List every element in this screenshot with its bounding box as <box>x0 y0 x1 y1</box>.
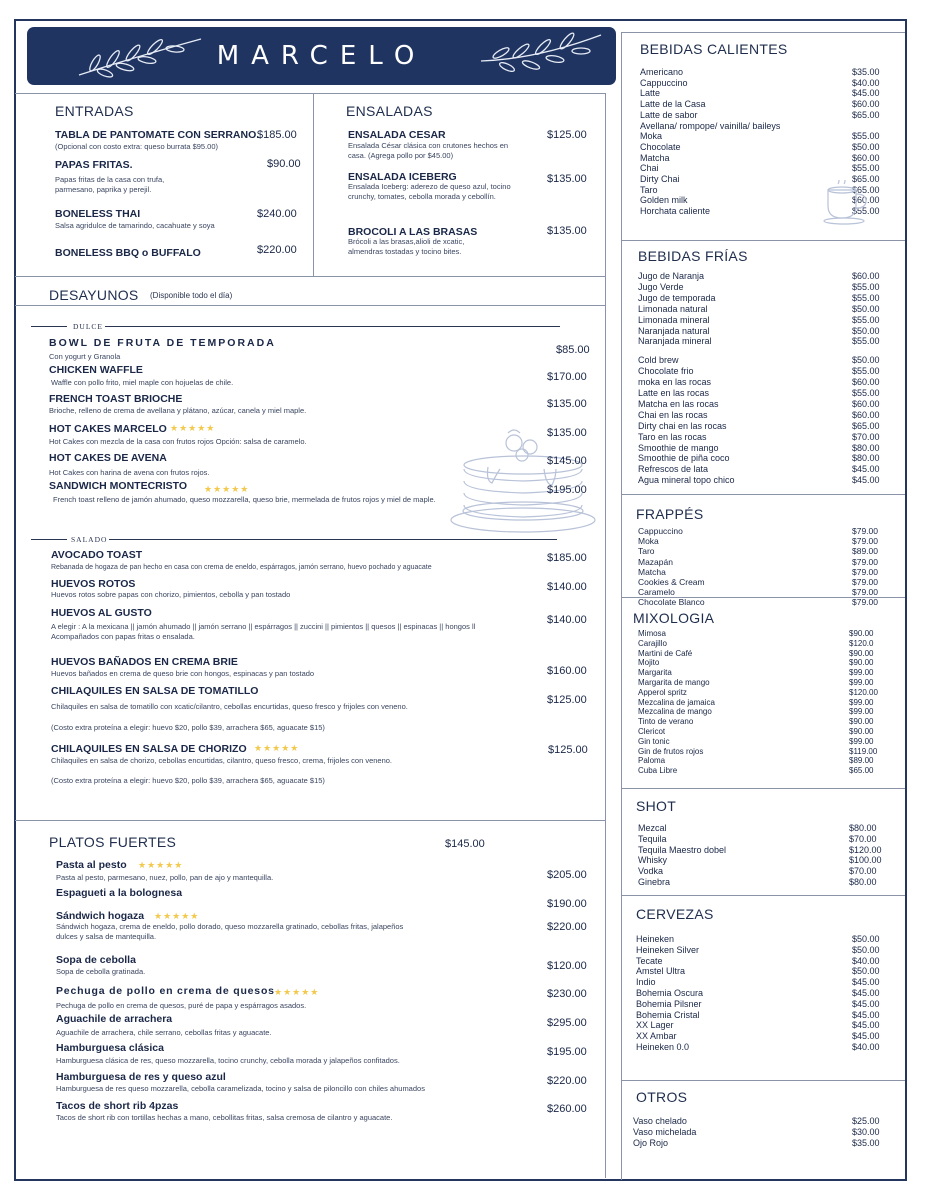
drink-price: $70.00 <box>852 431 880 442</box>
drink-name: Bohemia Pilsner <box>636 998 702 1009</box>
drink-price: $79.00 <box>852 597 878 608</box>
drink-price: $25.00 <box>852 1116 880 1126</box>
menu-item-price: $145.00 <box>547 455 587 467</box>
drink-name: Matcha <box>638 566 666 577</box>
drink-price: $90.00 <box>849 629 874 638</box>
drink-name: Bohemia Oscura <box>636 988 704 998</box>
drink-name: Limonada natural <box>638 303 708 314</box>
drink-price: $35.00 <box>852 67 880 77</box>
drink-price: $70.00 <box>849 833 877 844</box>
drink-price: $100.00 <box>849 855 882 866</box>
drink-name: Jugo Verde <box>638 281 684 292</box>
drink-name: Golden milk <box>640 195 688 206</box>
drink-name: Martini de Café <box>638 648 693 658</box>
drink-price: $80.00 <box>852 442 880 453</box>
menu-item-name: ENSALADA ICEBERG <box>348 171 457 183</box>
drink-price: $60.00 <box>852 195 880 206</box>
drink-price: $55.00 <box>852 131 880 142</box>
divider <box>621 32 622 1180</box>
drink-name: Heineken 0.0 <box>636 1042 690 1052</box>
drink-price: $89.00 <box>849 756 874 766</box>
menu-item-price: $125.00 <box>547 694 587 706</box>
drink-name: Jugo de temporada <box>638 292 716 303</box>
drink-name: Refrescos de lata <box>638 464 709 475</box>
menu-item-name: CHILAQUILES EN SALSA DE CHORIZO <box>51 743 247 755</box>
menu-item-desc: Tacos de short rib con tortillas hechas a mano, cebollitas fritas, salsa cremosa de cilantro y aguacate. <box>56 1113 393 1122</box>
menu-item-extra: (Costo extra proteína a elegir: huevo $20, pollo $39, arrachera $65, aguacate $15) <box>51 723 325 732</box>
section-title-bebidas-frias: BEBIDAS FRÍAS <box>638 248 748 264</box>
menu-item-name: Sopa de cebolla <box>56 954 136 966</box>
drink-price: $45.00 <box>852 1020 880 1031</box>
menu-item-price: $160.00 <box>547 665 587 677</box>
drink-name: XX Lager <box>636 1020 674 1031</box>
section-title-desayunos: DESAYUNOS <box>49 287 139 303</box>
menu-item-desc: Chilaquiles en salsa de chorizo, cebollas encurtidas, cilantro, queso fresco, crema, frijoles con veneno. <box>51 756 393 765</box>
divider <box>313 93 314 276</box>
menu-item-desc: A elegir : A la mexicana || jamón ahumado || jamón serrano || espárragos || zuccini || pimientos || quesos || espinacas || hongos ll Acompañados con papas fritas o ensalada. <box>51 622 476 641</box>
menu-item-desc: Brioche, relleno de crema de avellana y plátano, azúcar, canela y miel maple. <box>49 406 307 415</box>
drink-price: $60.00 <box>852 377 880 388</box>
drink-price: $119.00 <box>849 746 878 756</box>
drink-price: $50.00 <box>852 325 880 336</box>
drink-price: $55.00 <box>852 163 880 174</box>
menu-item-name: Pasta al pesto <box>56 859 127 871</box>
drink-price: $50.00 <box>852 303 880 314</box>
menu-item-name: HUEVOS AL GUSTO <box>51 607 152 619</box>
drink-name: Amstel Ultra <box>636 966 686 977</box>
drink-price: $65.00 <box>852 109 880 120</box>
menu-item-price: $295.00 <box>547 1017 587 1029</box>
drink-name: Tecate <box>636 955 663 966</box>
menu-item-desc: Papas fritas de la casa con trufa, parmesano, paprika y perejil. <box>55 175 165 194</box>
menu-item-price: $135.00 <box>547 398 587 410</box>
menu-item-price: $135.00 <box>547 225 587 237</box>
drink-price: $55.00 <box>852 336 880 347</box>
drink-name: Cappuccino <box>638 526 683 536</box>
menu-item-name: BONELESS BBQ o BUFFALO <box>55 247 201 259</box>
drink-name: Americano <box>640 67 684 77</box>
drink-price: $79.00 <box>852 556 878 567</box>
drink-name: Chocolate <box>640 141 681 152</box>
pancake-stack-icon <box>448 425 598 537</box>
menu-item-price: $140.00 <box>547 614 587 626</box>
drink-price: $55.00 <box>852 388 880 398</box>
menu-item-desc: Brócoli a las brasas,alioli de xcatic, almendras tostadas y tocino bites. <box>348 237 465 256</box>
star-icon: ★★★★★ <box>170 423 216 433</box>
divider <box>31 539 67 540</box>
drink-name: Tequila Maestro dobel <box>638 844 727 855</box>
subsection-label-dulce: DULCE <box>73 322 103 331</box>
menu-item-price: $125.00 <box>548 744 588 756</box>
drink-price: $55.00 <box>852 206 880 217</box>
drink-name: Jugo de Naranja <box>638 271 705 281</box>
divider <box>621 240 905 241</box>
drink-price: $50.00 <box>852 934 880 944</box>
drink-name: Latte en las rocas <box>638 388 710 398</box>
drink-price: $80.00 <box>849 877 877 887</box>
menu-item-name: HOT CAKES MARCELO <box>49 423 167 435</box>
menu-item-price: $135.00 <box>547 173 587 185</box>
drink-price: $79.00 <box>852 526 878 536</box>
menu-item-name: Hamburguesa de res y queso azul <box>56 1071 226 1083</box>
drink-name: Moka <box>638 536 659 547</box>
menu-item-name: Espagueti a la bolognesa <box>56 887 183 899</box>
section-title-platos-fuertes: PLATOS FUERTES <box>49 834 177 850</box>
menu-item-name: AVOCADO TOAST <box>51 549 143 561</box>
drink-name: Mezcalina de mango <box>638 707 712 717</box>
drink-name: moka en las rocas <box>638 377 712 388</box>
menu-item-extra: (Costo extra proteína a elegir: huevo $20, pollo $39, arrachera $65, aguacate $15) <box>51 776 325 785</box>
drink-price: $90.00 <box>849 717 874 727</box>
drink-price: $60.00 <box>852 99 880 110</box>
menu-item-price: $195.00 <box>547 1046 587 1058</box>
drink-name: Gin de frutos rojos <box>638 746 704 756</box>
drink-name: Moka <box>640 131 663 142</box>
divider <box>105 326 560 327</box>
divider <box>605 93 606 1178</box>
drink-name: Vaso michelada <box>633 1126 697 1137</box>
drink-name: Cappuccino <box>640 77 688 88</box>
drink-price: $90.00 <box>849 648 874 658</box>
drink-price: $99.00 <box>849 707 874 717</box>
drink-name: Margarita <box>638 668 672 678</box>
menu-item-desc: Hamburguesa clásica de res, queso mozzarella, tocino crunchy, cebolla morada y jalapeños confitados. <box>56 1056 400 1065</box>
drink-price: $90.00 <box>849 727 874 736</box>
drink-price: $120.00 <box>849 844 882 855</box>
drink-name: Matcha <box>640 152 670 163</box>
menu-item-name: TABLA DE PANTOMATE CON SERRANO. <box>55 129 260 141</box>
brand-title: MARCELO <box>216 41 427 71</box>
drink-price: $70.00 <box>849 866 877 877</box>
menu-item-desc: Salsa agridulce de tamarindo, cacahuate y soya <box>55 221 215 230</box>
menu-item-price: $120.00 <box>547 960 587 972</box>
menu-item-name: PAPAS FRITAS. <box>55 159 133 171</box>
menu-item-desc: Hot Cakes con harina de avena con frutos rojos. <box>49 468 210 477</box>
drink-price: $65.00 <box>852 420 880 431</box>
drink-price: $60.00 <box>852 409 880 420</box>
menu-item-desc: (Opcional con costo extra: queso burrata $95.00) <box>55 142 219 151</box>
drink-price: $79.00 <box>852 577 878 587</box>
menu-item-name: HOT CAKES DE AVENA <box>49 452 167 464</box>
drink-name: Vodka <box>638 866 664 877</box>
drink-price: $55.00 <box>852 281 880 292</box>
drink-price: $45.00 <box>852 88 880 99</box>
menu-item-name: ENSALADA CESAR <box>348 129 446 141</box>
drink-name: Bohemia Cristal <box>636 1009 700 1020</box>
menu-item-name: BONELESS THAI <box>55 208 141 220</box>
menu-item-desc: Hot Cakes con mezcla de la casa con frutos rojos Opción: salsa de caramelo. <box>49 437 307 446</box>
drink-name: Taro <box>640 184 658 195</box>
drink-price: $50.00 <box>852 944 880 955</box>
drink-price: $99.00 <box>849 668 874 678</box>
drink-name: Cold brew <box>638 355 679 366</box>
divider <box>621 788 905 789</box>
menu-item-name: Pechuga de pollo en crema de quesos <box>56 985 275 997</box>
menu-item-name: CHICKEN WAFFLE <box>49 364 143 376</box>
menu-item-desc: Aguachile de arrachera, chile serrano, cebollas fritas y aguacate. <box>56 1028 272 1037</box>
drink-price: $79.00 <box>852 566 878 577</box>
menu-item-desc: Ensalada César clásica con crutones hechos en casa. (Agrega pollo por $45.00) <box>348 141 509 160</box>
drink-price: $120.0 <box>849 638 874 648</box>
divider <box>15 820 605 821</box>
drink-price: $65.00 <box>852 174 880 184</box>
drink-price: $60.00 <box>852 398 880 409</box>
leaf-branch-icon <box>477 31 607 79</box>
drink-name: Chocolate Blanco <box>638 597 705 608</box>
drink-name: Chocolate frio <box>638 366 694 377</box>
stray-price: $145.00 <box>445 838 485 850</box>
drink-name: Clericot <box>638 727 666 736</box>
menu-item-desc: Rebanada de hogaza de pan hecho en casa con crema de eneldo, espárragos, jamón serrano, huevo pochado y aguacate <box>51 564 432 571</box>
menu-item-name: HUEVOS ROTOS <box>51 578 136 590</box>
divider <box>15 276 605 277</box>
drink-price: $60.00 <box>852 271 880 281</box>
star-icon: ★★★★★ <box>138 860 184 870</box>
drink-price: $55.00 <box>852 314 880 325</box>
drink-price: $65.00 <box>852 184 880 195</box>
drink-price: $50.00 <box>852 141 880 152</box>
drink-name: Naranjada mineral <box>638 336 712 347</box>
menu-item-name: SANDWICH MONTECRISTO <box>49 480 188 492</box>
drink-name: Whisky <box>638 855 667 866</box>
divider <box>15 305 605 306</box>
divider <box>621 1080 905 1081</box>
menu-item-name: Tacos de short rib 4pzas <box>56 1100 179 1112</box>
divider <box>621 494 905 495</box>
drink-name: Paloma <box>638 756 666 766</box>
drink-price: $80.00 <box>852 453 880 464</box>
drink-name: Indio <box>636 977 656 988</box>
drink-name: Dirty chai en las rocas <box>638 420 727 431</box>
menu-item-desc: Huevos bañados en crema de queso brie con hongos, espinacas y pan tostado <box>51 669 315 678</box>
menu-item-price: $230.00 <box>547 988 587 1000</box>
star-icon: ★★★★★ <box>154 911 200 921</box>
menu-item-price: $205.00 <box>547 869 587 881</box>
star-icon: ★★★★★ <box>274 987 320 997</box>
menu-item-price: $260.00 <box>547 1103 587 1115</box>
section-title-bebidas-calientes: BEBIDAS CALIENTES <box>640 41 788 57</box>
drink-name: Margarita de mango <box>638 678 710 687</box>
drink-name: Carajillo <box>638 638 667 648</box>
drink-name: Caramelo <box>638 587 675 598</box>
menu-item-price: $85.00 <box>556 344 590 356</box>
drink-price: $99.00 <box>849 736 874 746</box>
subsection-label-salado: SALADO <box>71 535 108 544</box>
divider <box>109 539 557 540</box>
drink-price: $120.00 <box>849 687 878 697</box>
divider <box>15 93 605 94</box>
menu-item-desc: Pechuga de pollo en crema de quesos, puré de papa y espárragos asados. <box>56 1001 307 1010</box>
section-title-cervezas: CERVEZAS <box>636 906 714 922</box>
drink-price: $35.00 <box>852 1137 880 1148</box>
drink-name: Latte <box>640 88 661 99</box>
divider <box>31 326 67 327</box>
menu-item-price: $190.00 <box>547 898 587 910</box>
drink-price: $45.00 <box>852 464 880 475</box>
drink-name: Heineken Silver <box>636 944 700 955</box>
menu-item-name: HUEVOS BAÑADOS EN CREMA BRIE <box>51 656 238 668</box>
drink-price: $45.00 <box>852 977 880 988</box>
drink-name: Limonada mineral <box>638 314 710 325</box>
menu-item-price: $220.00 <box>257 244 297 256</box>
drink-price: $45.00 <box>852 1009 880 1020</box>
drink-price: $30.00 <box>852 1126 880 1137</box>
menu-item-desc: Ensalada Iceberg: aderezo de queso azul, tocino crunchy, tomates, cebolla morada y cebollín. <box>348 182 511 201</box>
drink-name: Apperol spritz <box>638 687 687 697</box>
section-title-ensaladas: ENSALADAS <box>346 103 433 119</box>
drink-price: $79.00 <box>852 536 878 547</box>
drink-name: Mimosa <box>638 629 667 638</box>
menu-item-price: $240.00 <box>257 208 297 220</box>
drink-name: Ginebra <box>638 877 671 887</box>
drink-name: Dirty Chai <box>640 174 680 184</box>
drink-name: Mazapán <box>638 556 673 567</box>
drink-name: Taro <box>638 546 655 557</box>
drink-price: $40.00 <box>852 77 880 88</box>
divider <box>621 32 905 33</box>
menu-item-price: $125.00 <box>547 129 587 141</box>
drink-name: Taro en las rocas <box>638 431 707 442</box>
drink-price: $80.00 <box>849 823 877 833</box>
drink-price: $40.00 <box>852 955 880 966</box>
drink-price: $50.00 <box>852 966 880 977</box>
drink-name: Mezcal <box>638 823 667 833</box>
section-title-entradas: ENTRADAS <box>55 103 134 119</box>
menu-item-price: $170.00 <box>547 371 587 383</box>
section-title-shot: SHOT <box>636 798 677 814</box>
menu-item-desc: Pasta al pesto, parmesano, nuez, pollo, pan de ajo y mantequilla. <box>56 873 274 882</box>
menu-item-price: $220.00 <box>547 921 587 933</box>
drink-price: $45.00 <box>852 475 880 486</box>
drink-price: $45.00 <box>852 988 880 998</box>
section-subtitle: (Disponible todo el día) <box>150 291 233 300</box>
menu-item-name: BROCOLI A LAS BRASAS <box>348 226 478 238</box>
drink-name: Gin tonic <box>638 736 670 746</box>
drink-price: $45.00 <box>852 998 880 1009</box>
drink-name: Heineken <box>636 934 675 944</box>
menu-item-name: Hamburguesa clásica <box>56 1042 164 1054</box>
menu-item-price: $185.00 <box>547 552 587 564</box>
coffee-cup-icon <box>822 180 874 226</box>
menu-item-name: BOWL DE FRUTA DE TEMPORADA <box>49 337 276 349</box>
drink-name: XX Ambar <box>636 1031 677 1042</box>
menu-item-desc: Hamburguesa de res queso mozzarella, cebolla caramelizada, tocino y salsa de piloncillo con chiles ahumados <box>56 1084 425 1093</box>
drink-name: Smoothie de piña coco <box>638 453 730 464</box>
drink-name: Cookies & Cream <box>638 577 705 587</box>
divider <box>621 895 905 896</box>
drink-name: Avellana/ rompope/ vainilla/ baileys <box>640 120 781 131</box>
drink-name: Naranjada natural <box>638 325 710 336</box>
menu-item-desc: Sopa de cebolla gratinada. <box>56 967 146 976</box>
menu-item-price: $90.00 <box>267 158 301 170</box>
menu-item-desc: Sándwich hogaza, crema de eneldo, pollo dorado, queso mozzarella gratinado, cebollas fritas, jalapeños dulces y salsa de mantequilla. <box>56 922 404 941</box>
drink-name: Tequila <box>638 833 667 844</box>
drink-name: Vaso chelado <box>633 1116 687 1126</box>
menu-item-name: FRENCH TOAST BRIOCHE <box>49 393 183 405</box>
drink-name: Smoothie de mango <box>638 442 719 453</box>
section-title-otros: OTROS <box>636 1089 688 1105</box>
drink-price: $89.00 <box>852 546 878 557</box>
drink-name: Matcha en las rocas <box>638 398 719 409</box>
drink-name: Agua mineral topo chico <box>638 475 735 486</box>
menu-item-price: $185.00 <box>257 129 297 141</box>
drink-price: $79.00 <box>852 587 878 598</box>
drink-price: $40.00 <box>852 1042 880 1052</box>
star-icon: ★★★★★ <box>254 743 300 753</box>
drink-price: $99.00 <box>849 697 874 707</box>
drink-price: $55.00 <box>852 366 880 377</box>
menu-item-price: $140.00 <box>547 581 587 593</box>
menu-item-desc: Chilaquiles en salsa de tomatillo con xcatic/cilantro, cebollas encurtidas, queso fresco y frijoles con veneno. <box>51 702 408 711</box>
drink-name: Horchata caliente <box>640 206 711 217</box>
drink-name: Latte de la Casa <box>640 99 706 110</box>
section-title-frappes: FRAPPÉS <box>636 506 704 522</box>
menu-item-desc: French toast relleno de jamón ahumado, queso mozzarella, queso brie, mermelada de frutos rojos y miel de maple. <box>53 495 436 504</box>
section-title-mixologia: MIXOLOGIA <box>633 610 715 626</box>
menu-item-desc: Huevos rotos sobre papas con chorizo, pimientos, cebolla y pan tostado <box>51 590 291 599</box>
drink-price: $99.00 <box>849 678 874 687</box>
drink-price: $45.00 <box>852 1031 880 1042</box>
drink-name: Mezcalina de jamaica <box>638 697 715 707</box>
drink-price: $55.00 <box>852 292 880 303</box>
drink-name: Tinto de verano <box>638 717 694 727</box>
menu-item-desc: Waffle con pollo frito, miel maple con hojuelas de chile. <box>51 378 234 387</box>
menu-item-price: $195.00 <box>547 484 587 496</box>
menu-item-price: $220.00 <box>547 1075 587 1087</box>
drink-price: $50.00 <box>852 355 880 366</box>
menu-item-name: Aguachile de arrachera <box>56 1013 173 1025</box>
drink-name: Chai en las rocas <box>638 409 708 420</box>
drink-name: Latte de sabor <box>640 109 698 120</box>
star-icon: ★★★★★ <box>204 484 250 494</box>
drink-name: Mojito <box>638 658 660 668</box>
menu-item-name: Sándwich hogaza <box>56 910 145 922</box>
menu-item-price: $135.00 <box>547 427 587 439</box>
drink-name: Cuba Libre <box>638 766 678 776</box>
menu-item-name: CHILAQUILES EN SALSA DE TOMATILLO <box>51 685 259 697</box>
drink-name: Ojo Rojo <box>633 1137 669 1148</box>
brand-banner <box>27 27 616 85</box>
drink-price: $65.00 <box>849 766 874 776</box>
drink-price: $90.00 <box>849 658 874 668</box>
drink-price: $60.00 <box>852 152 880 163</box>
drink-name: Chai <box>640 163 659 174</box>
menu-item-desc: Con yogurt y Granola <box>49 352 121 361</box>
